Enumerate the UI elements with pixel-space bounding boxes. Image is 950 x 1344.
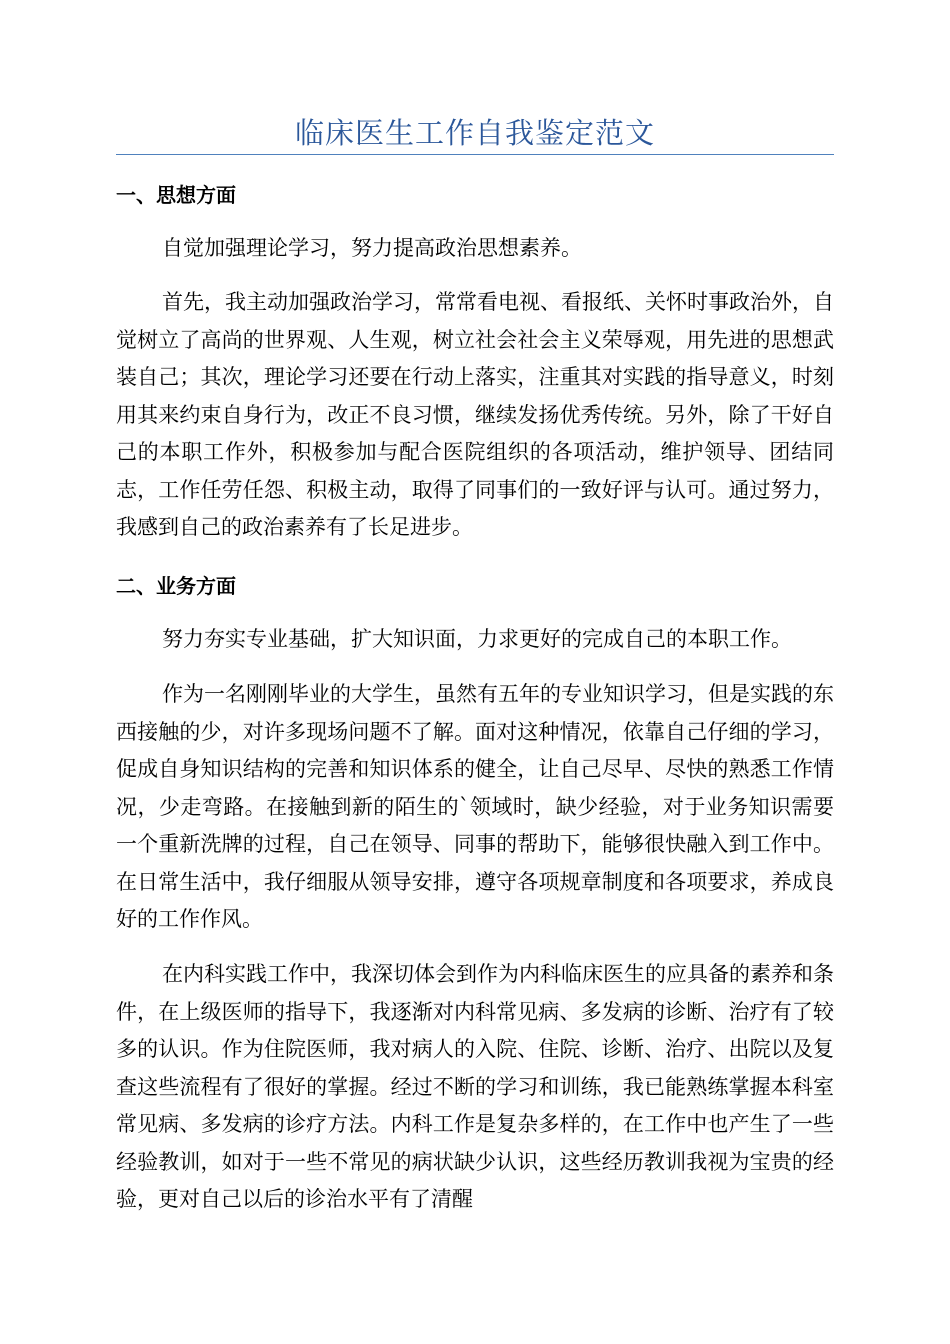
section-heading-thought: 一、思想方面 [116, 183, 236, 207]
document-title: 临床医生工作自我鉴定范文 [294, 116, 655, 150]
section-heading-business: 二、业务方面 [116, 574, 236, 598]
paragraph: 自觉加强理论学习，努力提高政治思想素养。 [162, 236, 582, 260]
paragraph: 首先，我主动加强政治学习，常常看电视、看报纸、关怀时事政治外，自觉树立了高尚的世界观、人生观，树立社会社会主义荣辱观，用先进的思想武装自己；其次，理论学习还要在行动上落实，注重其对实践的指导意义，时刻用其来约束自身行为，改正不良习惯，继续发扬优秀传统。另外，除了干好自己的本职工作外，积极参加与配合医院组织的各项活动，维护领导、团结同志，工作任劳任怨、积极主动，取得了同事们的一致好评与认可。通过努力，我感到自己的政治素养有了长足进步。 [116, 290, 834, 539]
paragraph: 在内科实践工作中，我深切体会到作为内科临床医生的应具备的素养和条件，在上级医师的指导下，我逐渐对内科常见病、多发病的诊断、治疗有了较多的认识。作为住院医师，我对病人的入院、住院、诊断、治疗、出院以及复查这些流程有了很好的掌握。经过不断的学习和训练，我已能熟练掌握本科室常见病、多发病的诊疗方法。内科工作是复杂多样的，在工作中也产生了一些经验教训，如对于一些不常见的病状缺少认识，这些经历教训我视为宝贵的经验，更对自己以后的诊治水平有了清醒 [116, 962, 834, 1211]
title-underline [116, 154, 834, 155]
paragraph: 努力夯实专业基础，扩大知识面，力求更好的完成自己的本职工作。 [162, 627, 792, 651]
paragraph: 作为一名刚刚毕业的大学生，虽然有五年的专业知识学习，但是实践的东西接触的少，对许多现场问题不了解。面对这种情况，依靠自己仔细的学习，促成自身知识结构的完善和知识体系的健全，让自己尽早、尽快的熟悉工作情况，少走弯路。在接触到新的陌生的`领域时，缺少经验，对于业务知识需要一个重新洗牌的过程，自己在领导、同事的帮助下，能够很快融入到工作中。在日常生活中，我仔细服从领导安排，遵守各项规章制度和各项要求，养成良好的工作作风。 [116, 682, 834, 931]
